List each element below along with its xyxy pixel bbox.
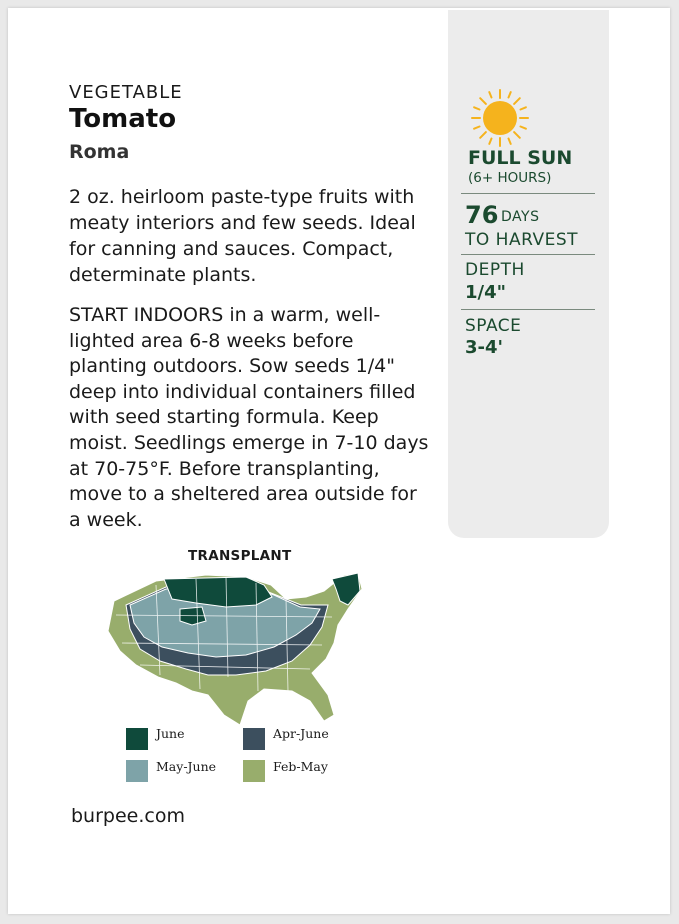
legend-swatch-feb-may [243, 760, 265, 782]
description-text: 2 oz. heirloom paste-type fruits with meaty interiors and few seeds. Ideal for canning and sauces. Compact, determinate plants. [69, 186, 416, 286]
seed-packet-card [8, 8, 670, 914]
space-label: SPACE [465, 316, 522, 336]
days-to-harvest-number: 76 [465, 201, 499, 229]
legend-swatch-apr-june [243, 728, 265, 750]
depth-label: DEPTH [465, 260, 525, 280]
planting-instructions: START INDOORS in a warm, well-lighted area 6-8 weeks before planting outdoors. Sow seeds 1/4" deep into individual containers filled with seed starting formula. Keep moist. Seedlings emerge in 7-10 days at 70-75°F. Before transplanting, move to a sheltered area outside for a week. [69, 304, 429, 531]
variety-name: Roma [69, 141, 130, 163]
to-harvest-label: TO HARVEST [465, 230, 579, 250]
legend-label-may-june: May-June [156, 759, 217, 774]
usa-zone-map [96, 565, 366, 735]
divider [461, 309, 595, 310]
days-unit: DAYS [501, 209, 540, 225]
sun-requirement: FULL SUN [468, 147, 573, 169]
website-link[interactable]: burpee.com [71, 805, 185, 827]
space-value: 3-4' [465, 337, 504, 358]
legend-label-apr-june: Apr-June [273, 726, 329, 741]
legend-label-june: June [156, 726, 185, 741]
divider [461, 193, 595, 194]
legend-swatch-june [126, 728, 148, 750]
plant-title: Tomato [69, 104, 177, 134]
map-title: TRANSPLANT [188, 548, 292, 564]
sun-icon [470, 88, 530, 148]
category-label: VEGETABLE [69, 82, 183, 103]
legend-swatch-may-june [126, 760, 148, 782]
divider [461, 254, 595, 255]
legend-label-feb-may: Feb-May [273, 759, 328, 774]
sun-hours: (6+ HOURS) [468, 170, 552, 186]
depth-value: 1/4" [465, 282, 507, 303]
